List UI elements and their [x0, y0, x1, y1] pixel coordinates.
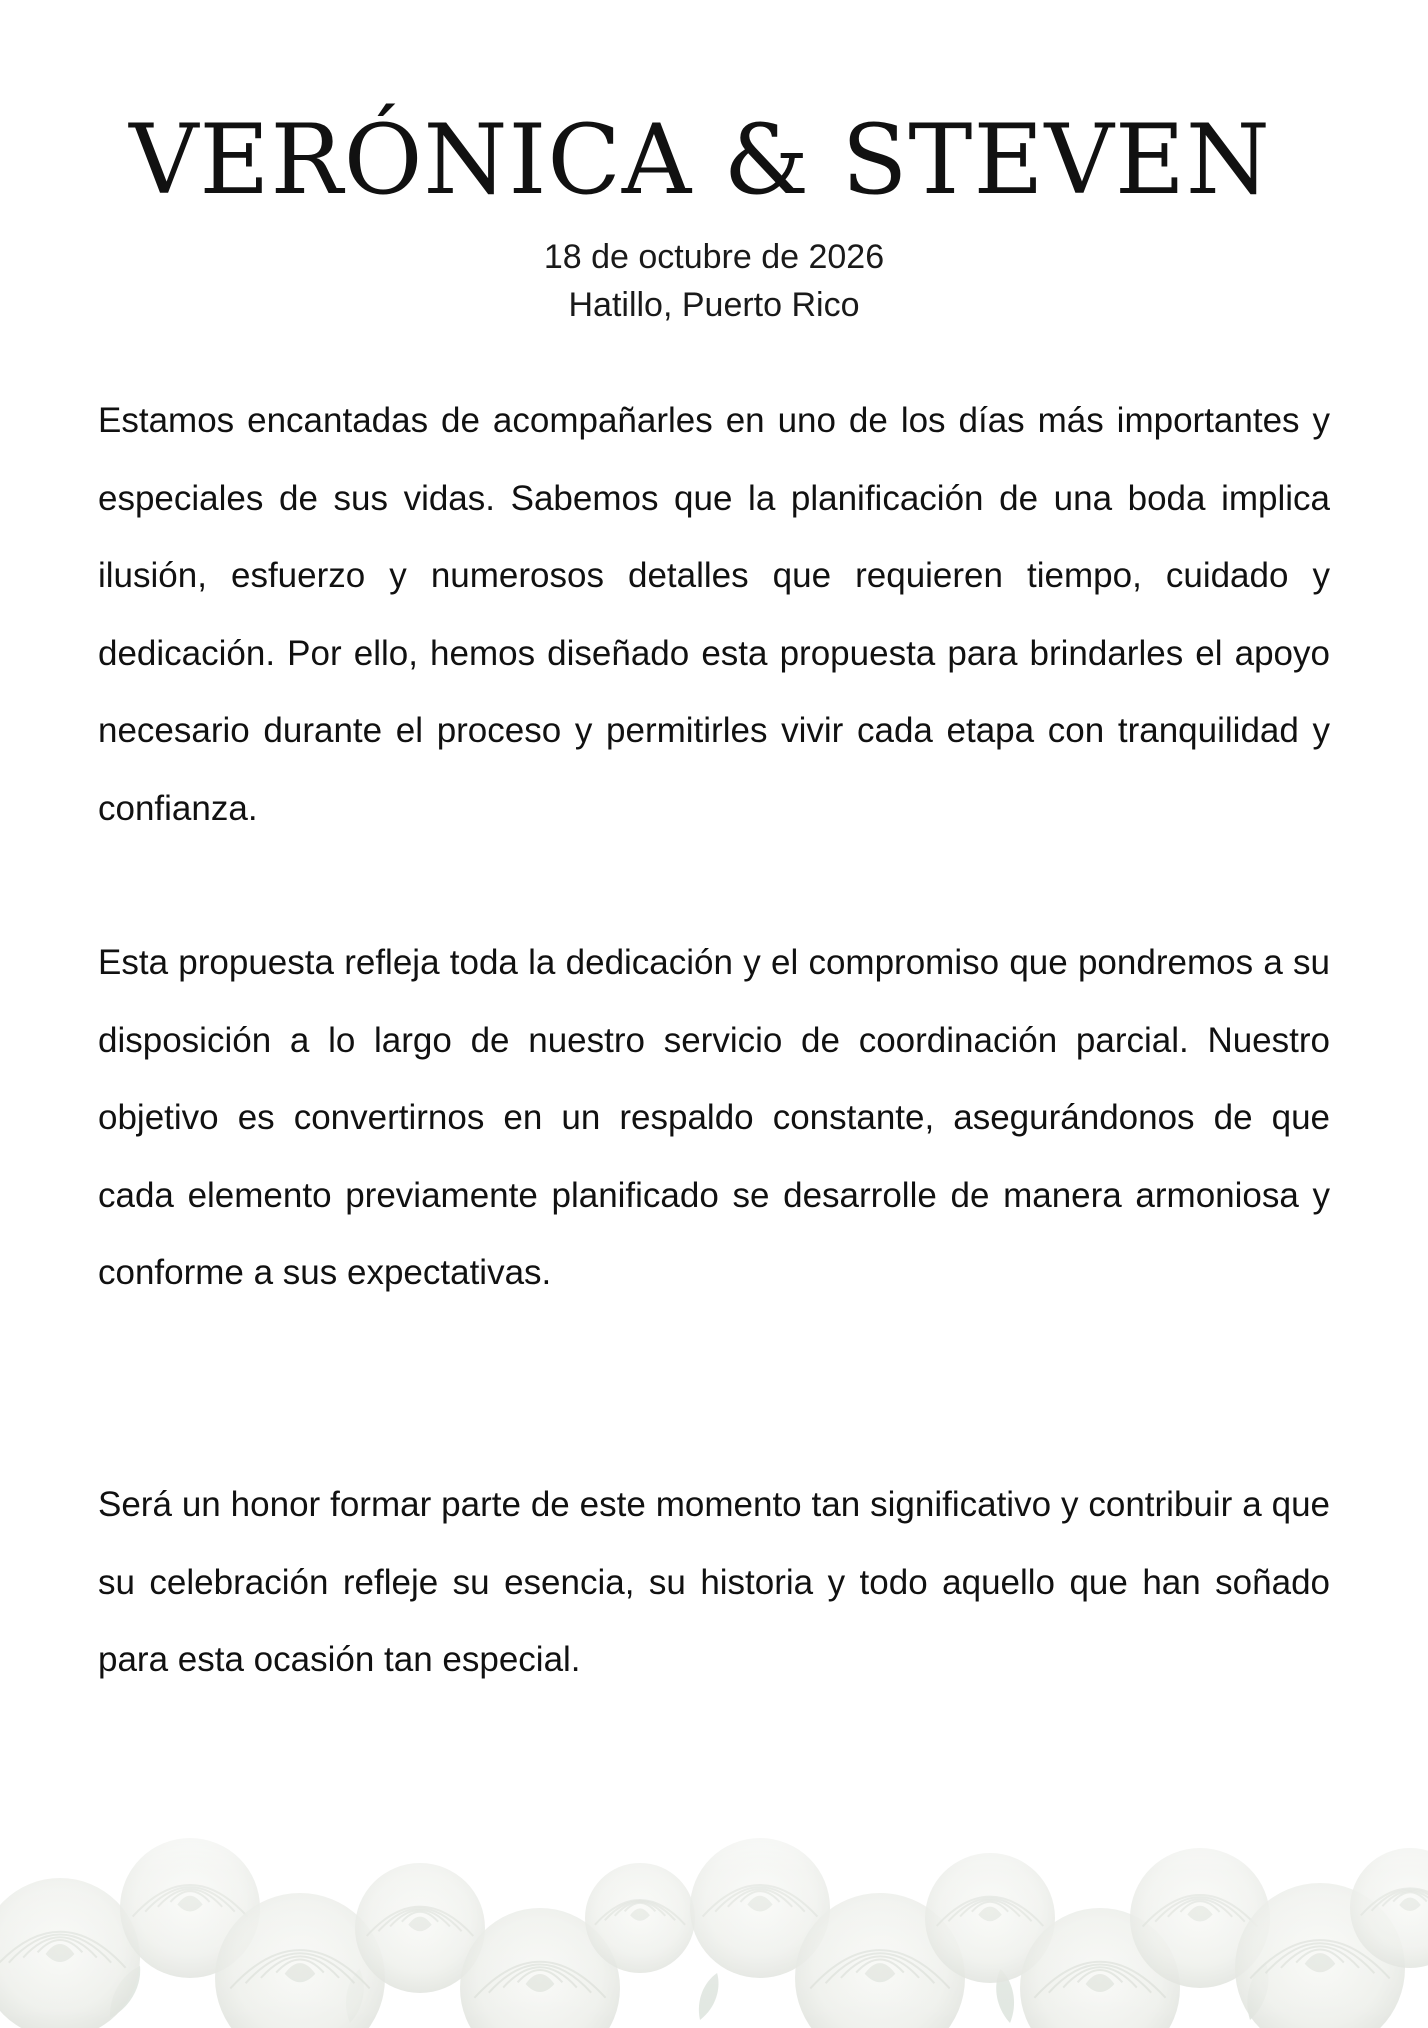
event-location: Hatillo, Puerto Rico — [568, 286, 860, 324]
event-date: 18 de octubre de 2026 — [543, 238, 885, 276]
white-roses-border-icon — [0, 1788, 1428, 2028]
closing-paragraph: Será un honor formar parte de este momento tan significativo y contribuir a que su celebración refleje su esencia, su historia y todo aquello que han soñado para esta ocasión tan especial. — [98, 1485, 1330, 1679]
page-title: VERÓNICA & STEVEN — [129, 104, 1271, 216]
proposal-paragraph: Esta propuesta refleja toda la dedicación y el compromiso que pondremos a su disposición a lo largo de nuestro servicio de coordinación parcial. Nuestro objetivo es convertirnos en un respaldo constante, asegurándonos de que cada elemento previamente planificado se desarrolle de manera armoniosa y conforme a sus expectativas. — [98, 943, 1330, 1292]
intro-paragraph: Estamos encantadas de acompañarles en uno de los días más importantes y especiales de sus vidas. Sabemos que la planificación de una boda implica ilusión, esfuerzo y numerosos detalles que requieren tiempo, cuidado y dedicación. Por ello, hemos diseñado esta propuesta para brindarles el apoyo necesario durante el proceso y permitirles vivir cada etapa con tranquilidad y confianza. — [98, 401, 1330, 828]
